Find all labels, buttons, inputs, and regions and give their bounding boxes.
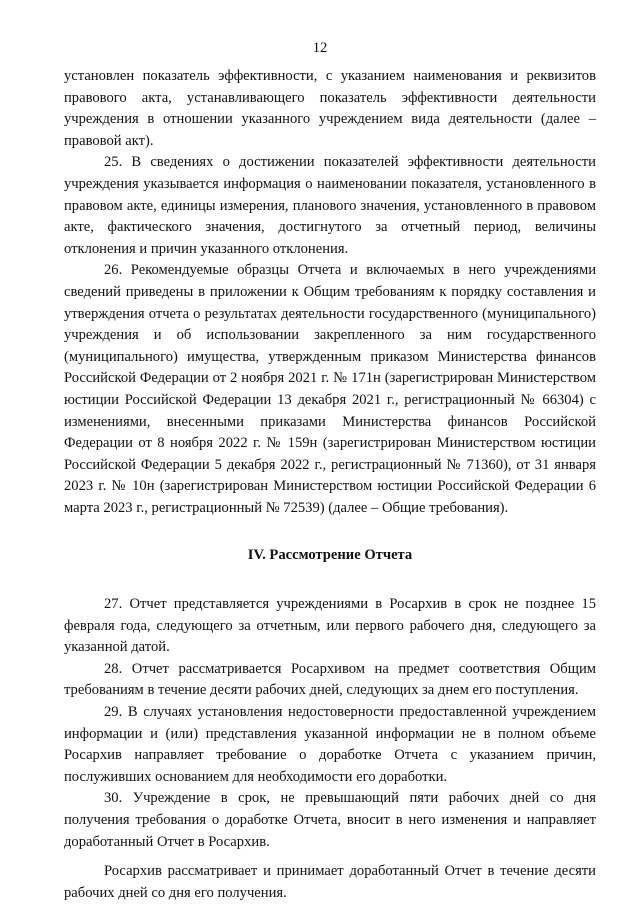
paragraph-28: 28. Отчет рассматривается Росархивом на предмет соответствия Общим требованиям в течение десяти рабочих дней, следующих за днем его поступления.: [64, 660, 596, 699]
page-number: 12: [312, 40, 328, 56]
paragraph-29: 29. В случаях установления недостоверности предоставленной учреждением информации и (или) представления указанной информации не в полном объеме Росархив направляет требование о доработке Отчета с указанием причин, послуживших основанием для необходимости его доработки.: [64, 704, 596, 785]
paragraph-26: 26. Рекомендуемые образцы Отчета и включаемых в него учреждениями сведений приведены в приложении к Общим требованиям к порядку составления и утверждения отчета о результатах деятельности государственного (муниципального) учреждения и об использовании закрепленного за ним государственного (муниципального) имущества, утвержденным приказом Министерства финансов Российской Федерации от 2 ноября 2021 г. № 171н (зарегистрирован Министерством юстиции Российской Федерации 13 декабря 2021 г., регистрационный № 66304) с изменениями, внесенными приказами Министерства финансов Российской Федерации от 8 ноября 2022 г. № 159н (зарегистрирован Министерством юстиции Российской Федерации 5 декабря 2022 г., регистрационный № 71360), от 31 января 2023 г. № 10н (зарегистрирован Министерством юстиции Российской Федерации 6 марта 2023 г., регистрационный № 72539) (далее – Общие требования).: [64, 262, 596, 516]
document-body: [64, 66, 596, 904]
paragraph-30: 30. Учреждение в срок, не превышающий пяти рабочих дней со дня получения требования о доработке Отчета, вносит в него изменения и направляет доработанный Отчет в Росархив.: [64, 790, 596, 850]
section-heading: IV. Рассмотрение Отчета: [247, 547, 413, 564]
paragraph-27: 27. Отчет представляется учреждениями в Росархив в срок не позднее 15 февраля года, следующего за отчетным, или первого рабочего дня, следующего за указанной датой.: [64, 596, 596, 656]
paragraph-continuation: установлен показатель эффективности, с указанием наименования и реквизитов правового акта, устанавливающего показатель эффективности деятельности учреждения в отношении указанного учреждением вида деятельности (далее – правовой акт).: [64, 68, 596, 149]
paragraph-30-continuation: Росархив рассматривает и принимает доработанный Отчет в течение десяти рабочих дней со дня его получения.: [64, 863, 596, 901]
paragraph-25: 25. В сведениях о достижении показателей эффективности деятельности учреждения указывается информация о наименовании показателя, установленного в правовом акте, единицы измерения, планового значения, установленного в правовом акте, фактического значения, достигнутого за отчетный период, величины отклонения и причин указанного отклонения.: [64, 154, 596, 257]
